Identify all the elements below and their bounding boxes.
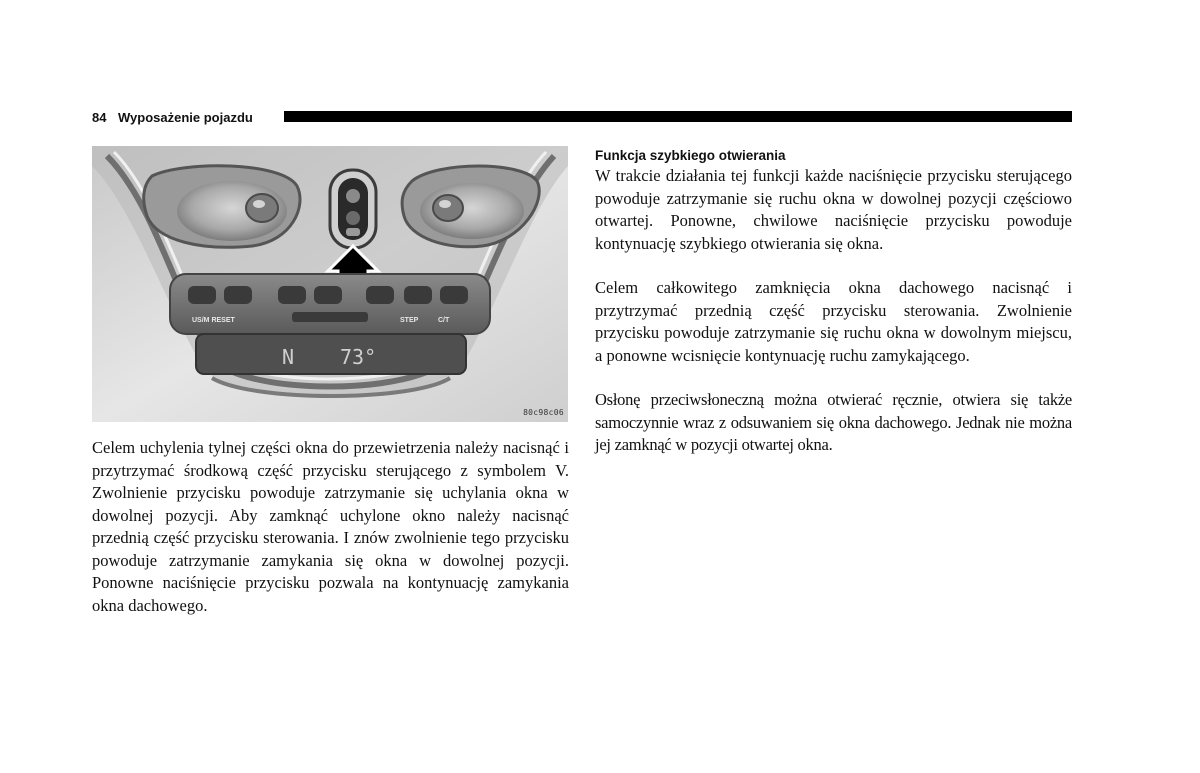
right-body-paragraph-3: Osłonę przeciwsłoneczną można otwierać ręcznie, otwiera się także samoczynnie wraz z odsuwaniem się okna dachowego. Jednak nie można jej zamknąć w pozycji otwartej okna. [595,390,1072,454]
step-label: STEP [400,317,419,324]
page-number: 84 [92,110,107,125]
right-body-paragraph-1: W trakcie działania tej funkcji każde naciśnięcie przycisku sterującego powoduje zatrzymanie się ruchu okna w dowolnej pozycji częściowo otwartej. Ponowne, chwilowe naciśnięcie przycisku powoduje kontynuację szybkiego otwierania się okna. [595,166,1072,253]
quick-open-heading: Funkcja szybkiego otwierania [595,148,786,163]
page-header [92,108,1072,128]
compass-readout: N [282,345,295,369]
compass-temperature-display [196,334,466,374]
reset-label: US/M RESET [192,317,235,324]
figure-code: 80c98c06 [523,408,564,417]
section-title: Wyposażenie pojazdu [118,110,253,125]
overhead-button-panel [170,274,490,334]
sunroof-switch [330,170,376,248]
ct-label: C/T [438,317,450,324]
right-body-paragraph-2: Celem całkowitego zamknięcia okna dachowego nacisnąć i przytrzymać przednią część przycisku sterowania. Zwolnienie przycisku powoduje zatrzymanie się ruchu okna w dowolnym miejscu, a ponowne wcisnięcie kontynuację ruchu zamykającego. [595,278,1072,365]
header-rule [284,111,1072,122]
left-dome-lamp [144,166,300,247]
console-illustration [92,146,568,422]
overhead-console-figure [92,146,568,422]
left-body-paragraph: Celem uchylenia tylnej części okna do przewietrzenia należy nacisnąć i przytrzymać środkową część przycisku sterującego z symbolem V. Zwolnienie przycisku powoduje zatrzymanie się uchylania okna w dowolnej pozycji. Aby zamknąć uchylone okno należy nacisnąć przednią część przycisku sterowania. I znów zwolnienie tego przycisku powoduje zatrzymanie zamykania się okna w dowolnej pozycji. Ponowne naciśnięcie przycisku pozwala na kontynuację zamykania okna dachowego. [92,438,569,615]
temperature-readout: 73° [340,345,377,369]
